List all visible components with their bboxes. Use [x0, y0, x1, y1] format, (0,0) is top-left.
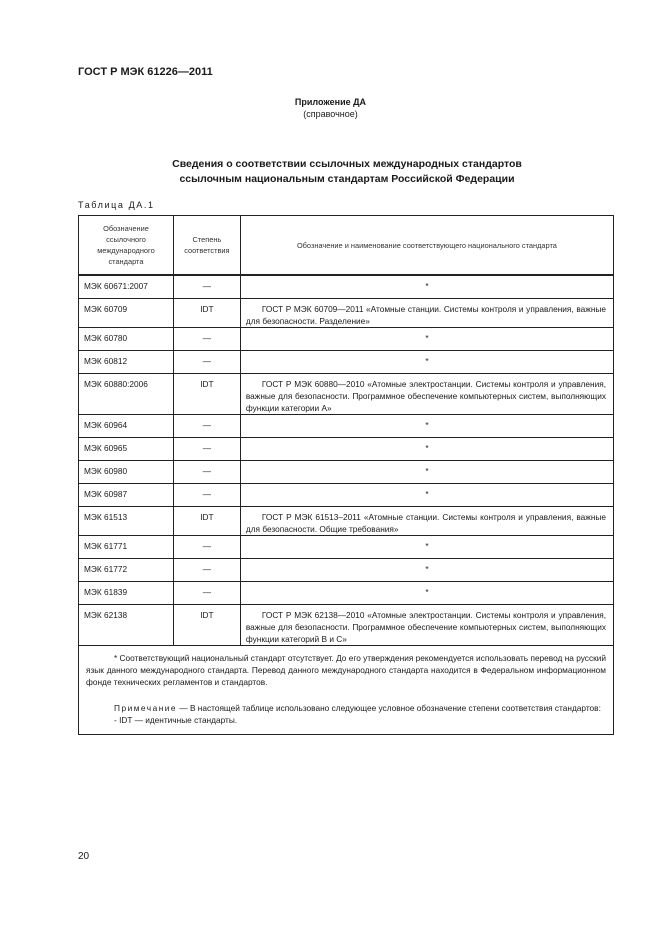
cell-national-standard: ГОСТ Р МЭК 60709—2011 «Атомные станции. Системы контроля и управления, важные для безопасности. Разделение» — [240, 299, 613, 328]
note-item: - IDT — идентичные стандарты. — [114, 715, 238, 725]
table-row — [79, 507, 614, 536]
cell-degree: — — [173, 438, 240, 461]
cell-degree: IDT — [173, 507, 240, 536]
cell-degree: — — [173, 484, 240, 507]
table-row — [79, 275, 614, 299]
table-row — [79, 374, 614, 415]
table-row — [79, 438, 614, 461]
cell-national-standard: * — [240, 351, 613, 374]
header-degree-of-correspondence: Степень соответствия — [173, 216, 240, 276]
table-row — [79, 415, 614, 438]
cell-international-standard: МЭК 60980 — [79, 461, 174, 484]
table-row — [79, 299, 614, 328]
table-row — [79, 536, 614, 559]
note-body: — В настоящей таблице использовано следующее условное обозначение степени соответствия стандартов: — [177, 703, 601, 713]
cell-international-standard: МЭК 60965 — [79, 438, 174, 461]
cell-degree: — — [173, 582, 240, 605]
cell-degree: IDT — [173, 605, 240, 646]
annex-title: Приложение ДА — [294, 97, 367, 107]
document-code: ГОСТ Р МЭК 61226—2011 — [78, 66, 213, 78]
cell-degree: — — [173, 415, 240, 438]
table-header-row — [79, 216, 614, 276]
correspondence-table — [78, 215, 614, 735]
cell-international-standard: МЭК 60709 — [79, 299, 174, 328]
cell-national-standard: * — [240, 582, 613, 605]
header-international-standard: Обозначение ссылочного международного стандарта — [79, 216, 174, 276]
cell-national-standard: * — [240, 415, 613, 438]
note-text — [86, 702, 606, 714]
table-row — [79, 559, 614, 582]
cell-international-standard: МЭК 60812 — [79, 351, 174, 374]
cell-degree: — — [173, 536, 240, 559]
cell-national-standard: * — [240, 559, 613, 582]
cell-degree: — — [173, 328, 240, 351]
cell-degree: — — [173, 351, 240, 374]
cell-national-standard: ГОСТ Р МЭК 62138—2010 «Атомные электростанции. Системы контроля и управления, важные для безопасности. Программное обеспечение компьютерных систем, выполняющих функции категорий В и С» — [240, 605, 613, 646]
cell-degree: — — [173, 275, 240, 299]
cell-national-standard: ГОСТ Р МЭК 61513–2011 «Атомные станции. Системы контроля и управления, важные для безопасности. Общие требования» — [240, 507, 613, 536]
cell-national-standard: * — [240, 438, 613, 461]
table-notes-row — [79, 646, 614, 735]
cell-national-standard: * — [240, 461, 613, 484]
header-national-standard: Обозначение и наименование соответствующего национального стандарта — [240, 216, 613, 276]
table-notes — [79, 646, 614, 735]
cell-international-standard: МЭК 60987 — [79, 484, 174, 507]
cell-international-standard: МЭК 61839 — [79, 582, 174, 605]
cell-international-standard: МЭК 60780 — [79, 328, 174, 351]
cell-national-standard: ГОСТ Р МЭК 60880—2010 «Атомные электростанции. Системы контроля и управления, важные для безопасности. Программное обеспечение компьютерных систем, выполняющих функции категории А» — [240, 374, 613, 415]
cell-international-standard: МЭК 61772 — [79, 559, 174, 582]
table-row — [79, 328, 614, 351]
table-caption: Таблица ДА.1 — [78, 200, 155, 210]
cell-international-standard: МЭК 60671:2007 — [79, 275, 174, 299]
cell-degree: — — [173, 461, 240, 484]
cell-degree: IDT — [173, 299, 240, 328]
section-title-line-1: Сведения о соответствии ссылочных международных стандартов — [172, 158, 522, 170]
section-title-line-2: ссылочным национальным стандартам Российской Федерации — [179, 173, 515, 185]
cell-international-standard: МЭК 60964 — [79, 415, 174, 438]
cell-degree: IDT — [173, 374, 240, 415]
cell-degree: — — [173, 559, 240, 582]
page-number: 20 — [78, 851, 90, 862]
table-row — [79, 351, 614, 374]
annex-subtitle: (справочное) — [303, 109, 358, 119]
table-row — [79, 582, 614, 605]
cell-national-standard: * — [240, 328, 613, 351]
cell-international-standard: МЭК 61513 — [79, 507, 174, 536]
section-title — [0, 157, 661, 187]
cell-international-standard: МЭК 60880:2006 — [79, 374, 174, 415]
table-row — [79, 484, 614, 507]
table-row — [79, 605, 614, 646]
cell-national-standard: * — [240, 484, 613, 507]
table-row — [79, 461, 614, 484]
footnote-text: * Соответствующий национальный стандарт отсутствует. До его утверждения рекомендуется использовать перевод на русский язык данного международного стандарта. Перевод данного международного стандарта находится в Федеральном информационном фонде технических регламентов и стандартов. — [86, 653, 606, 687]
cell-national-standard: * — [240, 275, 613, 299]
note-label: Примечание — [114, 703, 178, 713]
cell-national-standard: * — [240, 536, 613, 559]
cell-international-standard: МЭК 61771 — [79, 536, 174, 559]
cell-international-standard: МЭК 62138 — [79, 605, 174, 646]
